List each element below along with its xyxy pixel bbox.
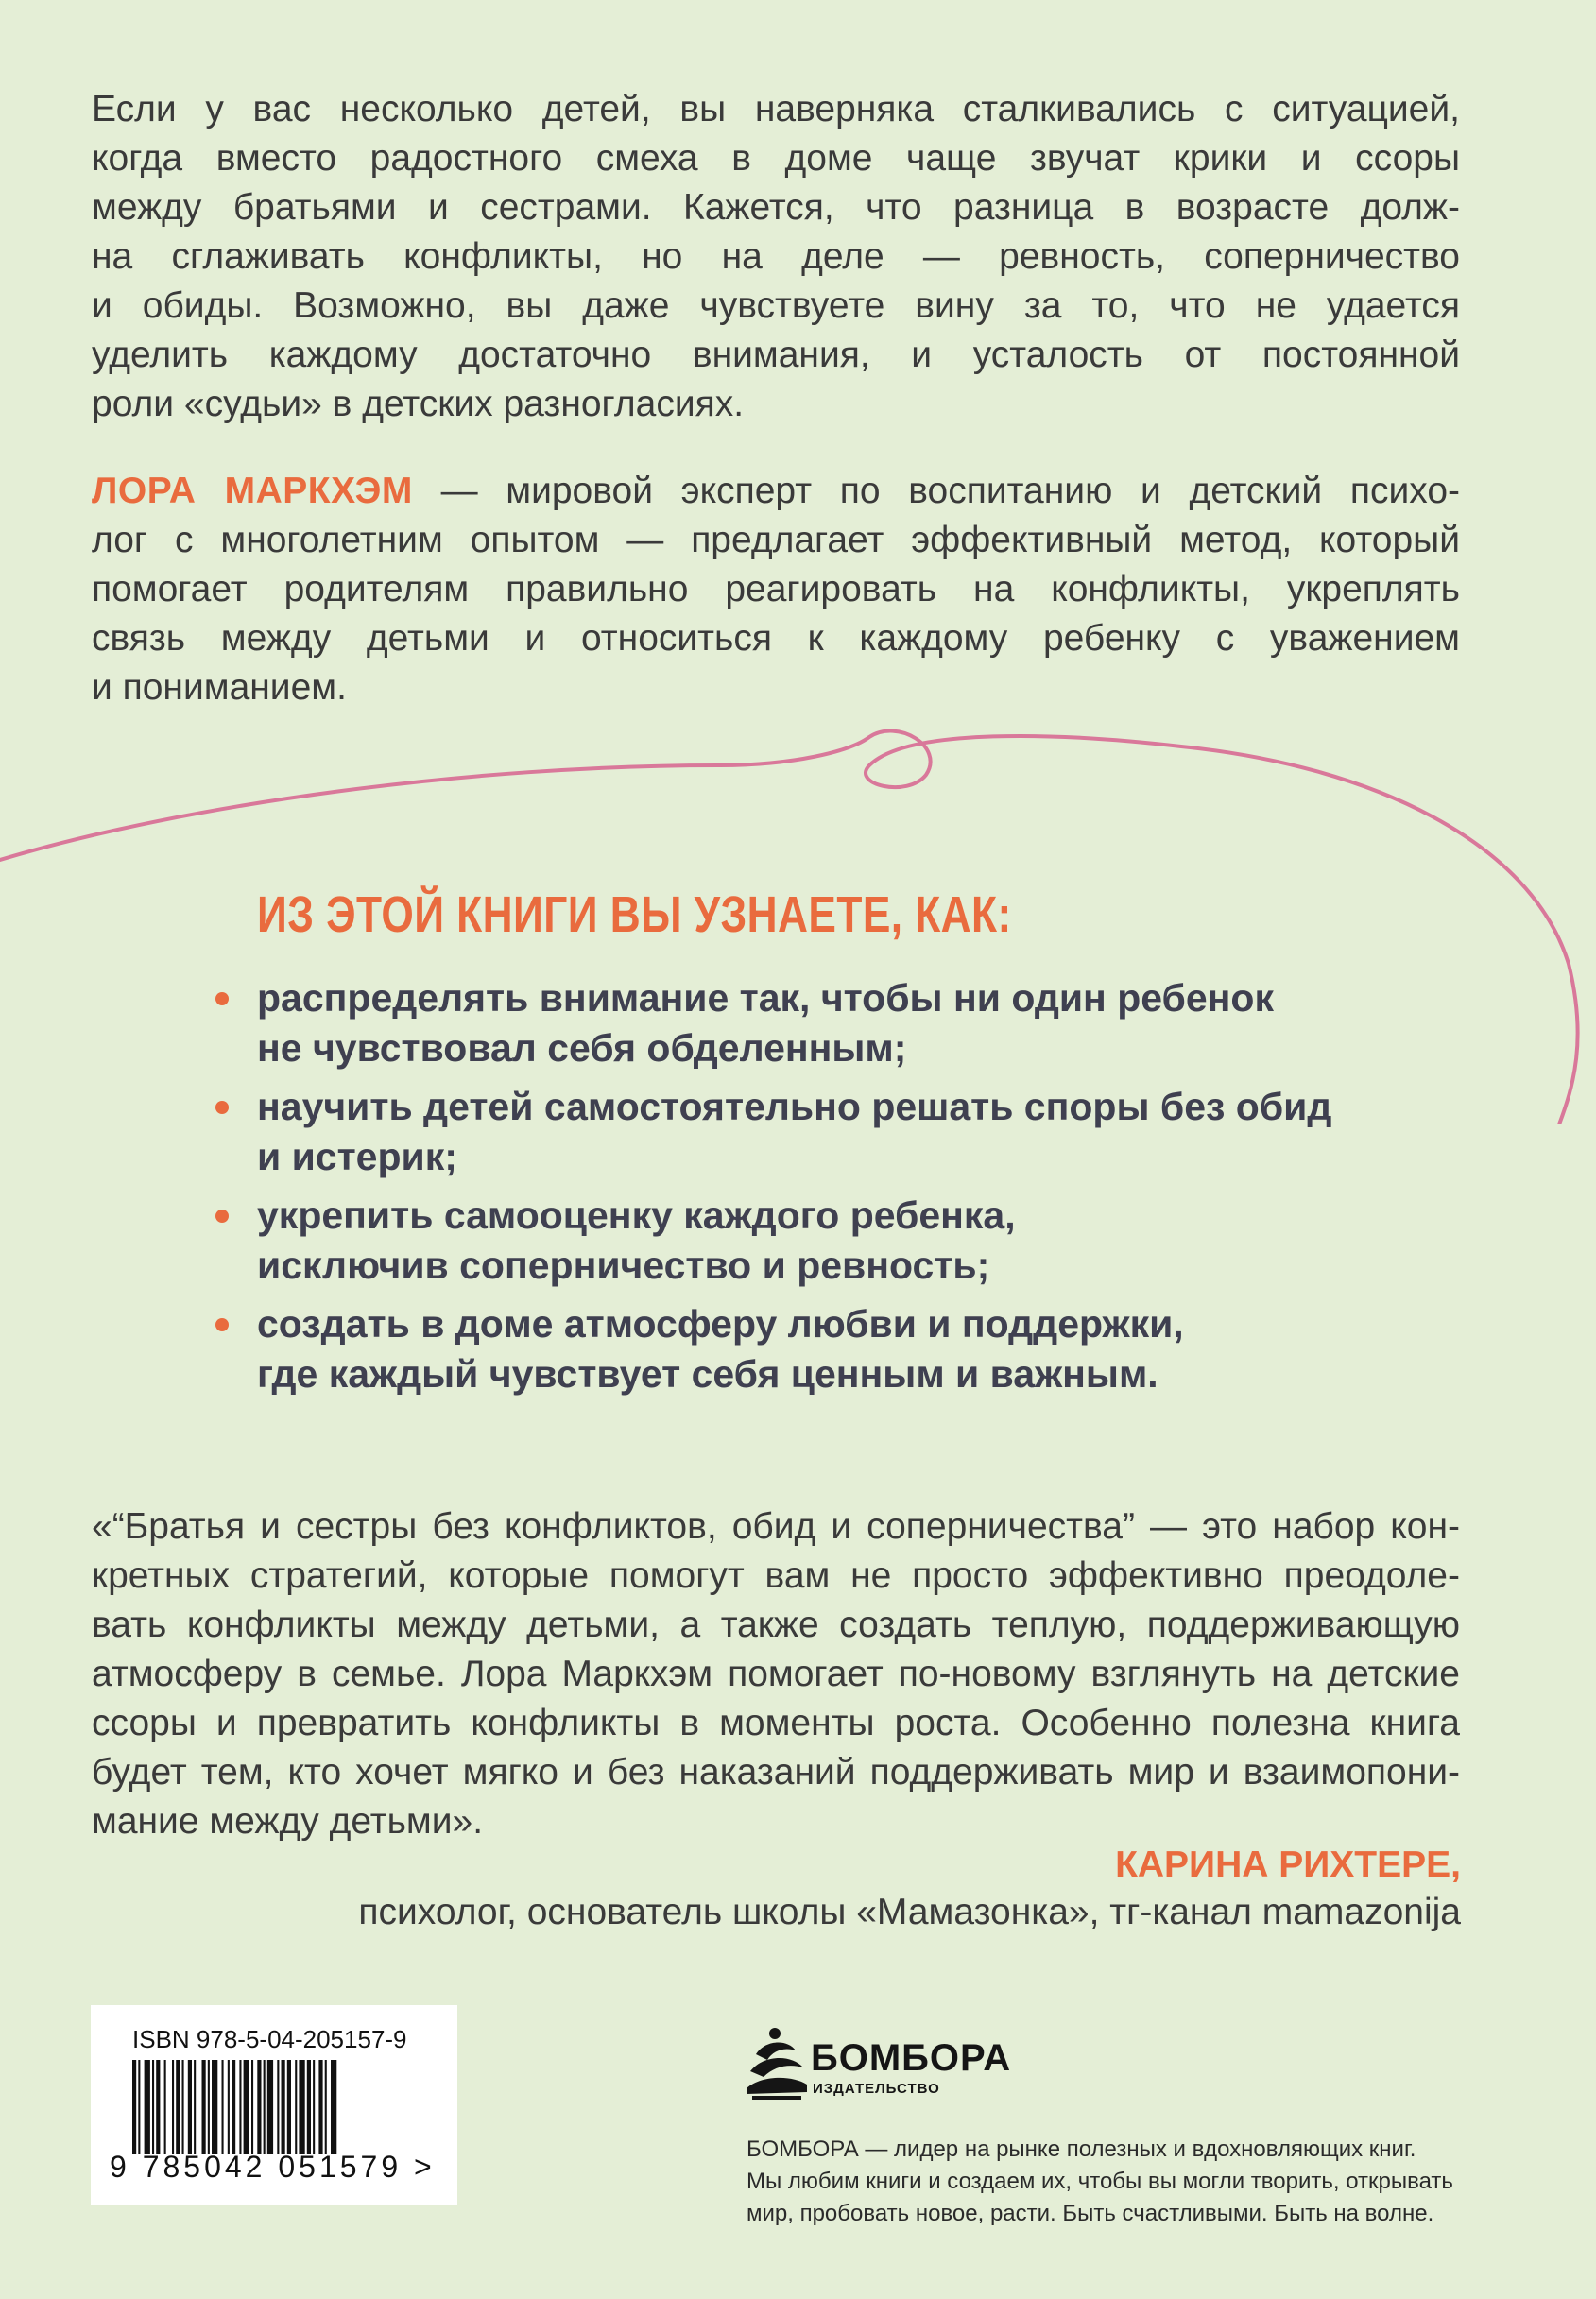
publisher-description xyxy=(747,2134,1465,2230)
author-paragraph xyxy=(92,467,1460,712)
list-item-line: укрепить самооценку каждого ребенка, xyxy=(257,1193,1016,1237)
intro-line: и обиды. Возможно, вы даже чувствуете вину за то, что не удается xyxy=(92,285,1460,326)
author-line: помогает родителям правильно реагировать на конфликты, укреплять xyxy=(92,569,1460,609)
quote-line: ссоры и превратить конфликты в моменты роста. Особенно полезна книга xyxy=(92,1703,1460,1743)
barcode-bar xyxy=(228,2060,230,2154)
barcode-bar xyxy=(277,2060,279,2154)
barcode-box xyxy=(91,2005,457,2205)
list-item-line: не чувствовал себя обделенным; xyxy=(257,1026,907,1070)
barcode-bar xyxy=(212,2060,217,2154)
barcode-bar xyxy=(182,2060,184,2154)
author-line: лог с многолетним опытом — предлагает эффективный метод, который xyxy=(92,520,1460,560)
quote-line: вать конфликты между детьми, а также создать теплую, поддерживающую xyxy=(92,1604,1460,1645)
bullet-dot-icon xyxy=(215,1210,229,1223)
barcode-digits: 9 785042 051579 > xyxy=(110,2150,436,2184)
barcode-bar xyxy=(152,2060,154,2154)
bombora-wave-logo-icon xyxy=(747,2026,807,2102)
barcode-bar xyxy=(232,2060,235,2154)
list-item xyxy=(215,1082,1331,1182)
quote-line: атмосферу в семье. Лора Маркхэм помогает по-новому взглянуть на детские xyxy=(92,1654,1460,1694)
bullet-dot-icon xyxy=(215,1101,229,1114)
intro-line: уделить каждому достаточно внимания, и усталость от постоянной xyxy=(92,335,1460,375)
barcode-bar xyxy=(172,2060,174,2154)
barcode-bar xyxy=(313,2060,315,2154)
list-item-line: исключив соперничество и ревность; xyxy=(257,1244,990,1287)
bullet-dot-icon xyxy=(215,1318,229,1331)
intro-paragraph xyxy=(92,85,1460,429)
quote-author-role: психолог, основатель школы «Мамазонка», тг-канал mamazonija xyxy=(358,1892,1461,1932)
barcode-bar xyxy=(239,2060,241,2154)
list-item-line: распределять внимание так, чтобы ни один ребенок xyxy=(257,976,1274,1020)
barcode-bar xyxy=(251,2060,253,2154)
barcode-bar xyxy=(194,2060,196,2154)
intro-line: на сглаживать конфликты, но на деле — ревность, соперничество xyxy=(92,236,1460,277)
barcode-bar xyxy=(176,2060,180,2154)
review-quote xyxy=(92,1502,1460,1846)
barcode-bar xyxy=(156,2060,160,2154)
barcode-bar xyxy=(138,2060,140,2154)
publisher-desc-line: мир, пробовать новое, расти. Быть счастливыми. Быть на волне. xyxy=(747,2201,1434,2226)
learn-section-title: ИЗ ЭТОЙ КНИГИ ВЫ УЗНАЕТЕ, КАК: xyxy=(257,886,1012,943)
barcode-bar xyxy=(295,2060,297,2154)
benefits-list xyxy=(215,973,1331,1408)
quote-author-name: КАРИНА РИХТЕРЕ, xyxy=(1115,1844,1461,1885)
quote-line: будет тем, кто хочет мягко и без наказаний поддерживать мир и взаимопони- xyxy=(92,1752,1460,1793)
barcode-bar xyxy=(132,2060,136,2154)
publisher-desc-line: БОМБОРА — лидер на рынке полезных и вдохновляющих книг. xyxy=(747,2136,1416,2162)
barcode-bar xyxy=(267,2060,273,2154)
barcode-bar xyxy=(299,2060,304,2154)
publisher-desc-line: Мы любим книги и создаем их, чтобы вы могли творить, открывать xyxy=(747,2169,1453,2194)
author-line-rest: — мировой эксперт по воспитанию и детский психо- xyxy=(412,471,1461,511)
quote-line: «“Братья и сестры без конфликтов, обид и соперничества” — это набор кон- xyxy=(92,1506,1460,1547)
barcode-bar xyxy=(325,2060,327,2154)
list-item xyxy=(215,973,1331,1073)
author-line: связь между детьми и относиться к каждому ребенку с уважением xyxy=(92,618,1460,659)
barcode-bar xyxy=(145,2060,150,2154)
author-line xyxy=(92,467,1460,516)
publisher-subtitle: ИЗДАТЕЛЬСТВО xyxy=(813,2081,940,2097)
publisher-name: БОМБОРА xyxy=(811,2037,1012,2079)
author-name: ЛОРА МАРКХЭМ xyxy=(92,471,413,511)
list-item xyxy=(215,1191,1331,1291)
barcode-bar xyxy=(208,2060,210,2154)
intro-line: Если у вас несколько детей, вы наверняка сталкивались с ситуацией, xyxy=(92,89,1460,129)
list-item-line: и истерик; xyxy=(257,1135,457,1178)
intro-line: роли «судьи» в детских разногласиях. xyxy=(92,384,745,424)
barcode-bar xyxy=(331,2060,336,2154)
barcode-bar xyxy=(318,2060,322,2154)
barcode-bar xyxy=(257,2060,261,2154)
barcode-bar xyxy=(264,2060,266,2154)
intro-line: когда вместо радостного смеха в доме чаще звучат крики и ссоры xyxy=(92,138,1460,179)
intro-line: между братьями и сестрами. Кажется, что разница в возрасте долж- xyxy=(92,187,1460,228)
bullet-dot-icon xyxy=(215,992,229,1005)
isbn-text: ISBN 978-5-04-205157-9 xyxy=(132,2025,407,2053)
barcode-bar xyxy=(164,2060,166,2154)
barcode-bar xyxy=(282,2060,285,2154)
list-item-line: создать в доме атмосферу любви и поддержки, xyxy=(257,1302,1184,1346)
quote-line: кретных стратегий, которые помогут вам не просто эффективно преодоле- xyxy=(92,1555,1460,1596)
list-item xyxy=(215,1299,1331,1399)
barcode-bar xyxy=(202,2060,206,2154)
list-item-line: где каждый чувствует себя ценным и важным. xyxy=(257,1352,1158,1396)
barcode-bar xyxy=(222,2060,224,2154)
author-line: и пониманием. xyxy=(92,667,347,708)
list-item-line: научить детей самостоятельно решать споры без обид xyxy=(257,1085,1332,1128)
barcode-bar xyxy=(307,2060,311,2154)
quote-line: мание между детьми». xyxy=(92,1801,484,1842)
barcode-bar xyxy=(244,2060,249,2154)
barcode-bars xyxy=(132,2060,416,2154)
barcode-bar xyxy=(188,2060,192,2154)
barcode-bar xyxy=(287,2060,291,2154)
